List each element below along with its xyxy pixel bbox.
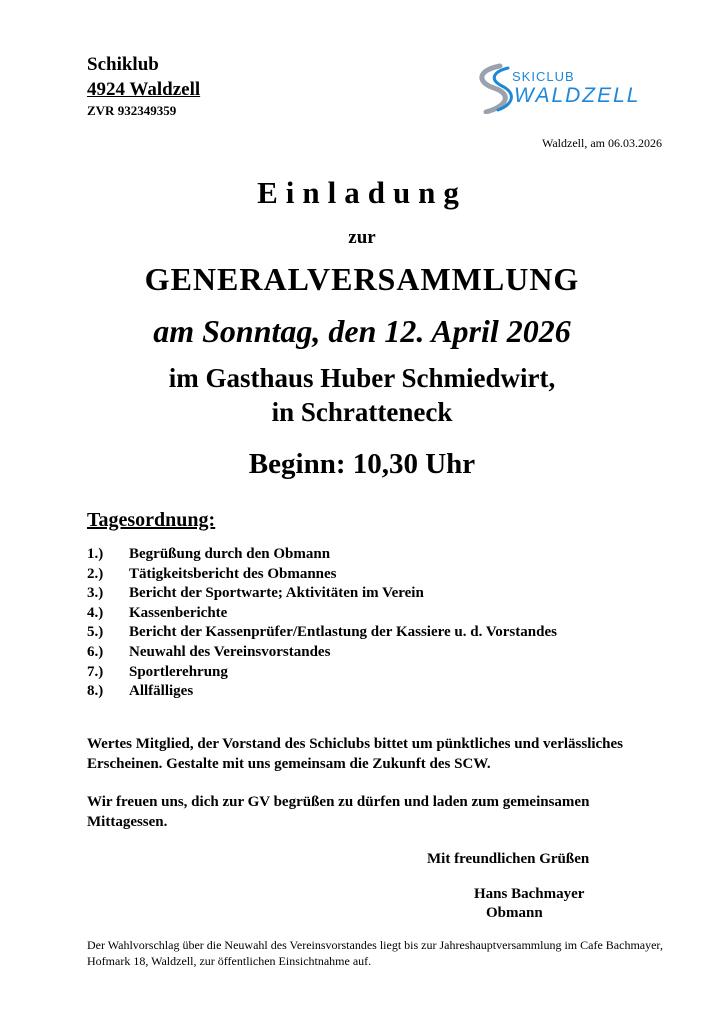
agenda-title: Tagesordnung: [87,509,216,531]
agenda-item [87,643,557,663]
agenda-item-number: 1.) [87,546,104,562]
invitation-zur: zur [348,227,376,248]
agenda-item-text: Bericht der Kassenprüfer/Entlastung der Kassiere u. d. Vorstandes [129,624,557,641]
closing-greeting: Mit freundlichen Grüßen [427,851,590,867]
agenda-item [87,604,557,624]
agenda-item-number: 3.) [87,585,104,602]
agenda-item-text: Neuwahl des Vereinsvorstandes [129,643,331,660]
invitation-title: Einladung [257,175,467,210]
agenda-item-text: Tätigkeitsbericht des Obmannes [129,565,337,582]
agenda-item-number: 7.) [87,663,104,680]
agenda-item [87,584,557,604]
club-address: 4924 Waldzell [87,79,201,100]
logo-text-top: SKICLUB [512,69,575,84]
footnote: Der Wahlvorschlag über die Neuwahl des Vereinsvorstandes liegt bis zur Jahreshauptversammlung im Cafe Bachmayer, Hofmark 18, Waldzell, zur öffentlichen Einsichtnahme auf. [87,938,663,968]
agenda-item-text: Begrüßung durch den Obmann [129,546,331,562]
event-name: GENERALVERSAMMLUNG [144,261,580,297]
agenda-item-number: 2.) [87,565,104,582]
agenda-item-number: 8.) [87,683,104,700]
agenda-item-number: 6.) [87,643,104,660]
skiclub-logo [468,62,648,114]
event-location-line2: in Schratteneck [271,397,453,427]
agenda-item-text: Allfälliges [129,683,194,700]
club-registration-number: ZVR 932349359 [87,103,177,118]
event-location-line1: im Gasthaus Huber Schmiedwirt, [168,363,556,393]
body-paragraph-1: Wertes Mitglied, der Vorstand des Schiclubs bittet um pünktliches und verlässliches Erscheinen. Gestalte mit uns gemeinsam die Zukunft des SCW. [87,736,624,772]
logo-swoosh-icon [482,66,505,112]
agenda-item-text: Kassenberichte [129,604,228,621]
agenda-item-text: Sportlerehrung [129,663,228,680]
agenda-item [87,545,557,565]
signatory-role: Obmann [486,905,543,921]
agenda-item [87,663,557,683]
agenda-item-number: 4.) [87,604,104,621]
agenda-item [87,623,557,643]
signatory-name: Hans Bachmayer [474,886,585,902]
agenda-item-text: Bericht der Sportwarte; Aktivitäten im Verein [129,585,424,602]
agenda-item [87,682,557,702]
agenda-item-number: 5.) [87,624,104,641]
body-paragraph-2: Wir freuen uns, dich zur GV begrüßen zu dürfen und laden zum gemeinsamen Mittagessen. [87,794,590,830]
club-name: Schiklub [87,54,159,75]
event-start-time: Beginn: 10,30 Uhr [248,448,476,480]
agenda-list [87,545,557,702]
date-line: Waldzell, am 06.03.2026 [541,136,662,150]
event-date: am Sonntag, den 12. April 2026 [153,313,571,349]
logo-text-main: WALDZELL [514,84,641,107]
agenda-item [87,565,557,585]
